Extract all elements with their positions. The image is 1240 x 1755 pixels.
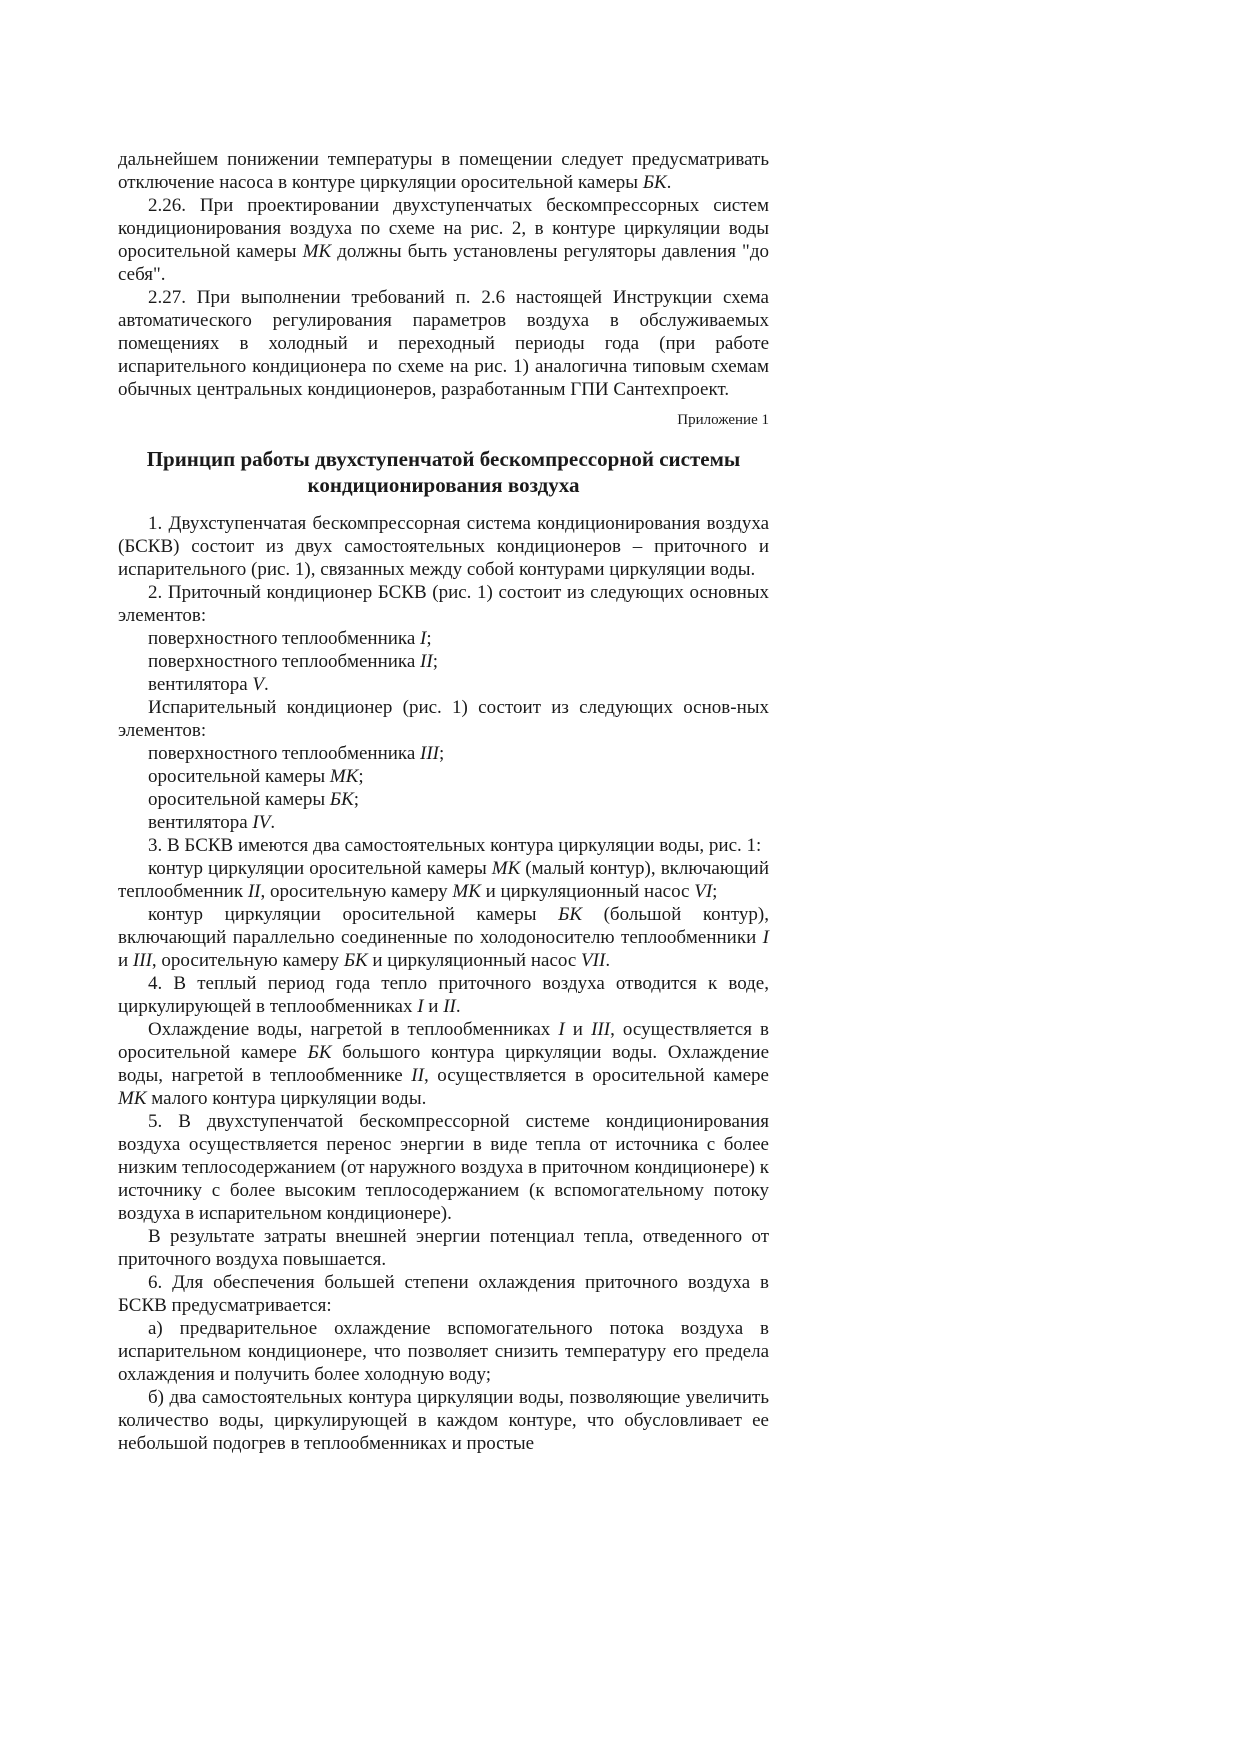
paragraph-continued: дальнейшем понижении температуры в помещении следует предусматривать отключение насоса в контуре циркуляции оросительной камеры БК. [118,149,769,193]
list-item: оросительной камеры МК; [148,766,364,787]
paragraph-2: 2. Приточный кондиционер БСКВ (рис. 1) состоит из следующих основных элементов: [118,582,769,626]
list-item: вентилятора IV. [148,812,276,833]
paragraph-2b: Испарительный кондиционер (рис. 1) состоит из следующих основ-ных элементов: [118,697,769,741]
paragraph-6b: б) два самостоятельных контура циркуляции воды, позволяющие увеличить количество воды, циркулирующей в каждом контуре, что обусловливает ее небольшой подогрев в теплообменниках и простые [118,1387,769,1454]
paragraph-3a: контур циркуляции оросительной камеры МК (малый контур), включающий теплообменник II, оросительную камеру МК и циркуляционный насос VI; [118,858,769,902]
paragraph-2-26: 2.26. При проектировании двухступенчатых бескомпрессорных систем кондиционирования воздуха по схеме на рис. 2, в контуре циркуляции воды оросительной камеры МК должны быть установлены регуляторы давления "до себя". [118,195,769,285]
list-item: оросительной камеры БК; [148,789,360,810]
paragraph-1: 1. Двухступенчатая бескомпрессорная система кондиционирования воздуха (БСКВ) состоит из двух самостоятельных кондиционеров – приточного и испарительного (рис. 1), связанных между собой контурами циркуляции воды. [118,513,769,580]
list-item: поверхностного теплообменника II; [148,651,438,672]
paragraph-3: 3. В БСКВ имеются два самостоятельных контура циркуляции воды, рис. 1: [148,835,762,856]
list-item: поверхностного теплообменника III; [148,743,445,764]
list-item: поверхностного теплообменника I; [148,628,432,649]
section-title: Принцип работы двухступенчатой бескомпрессорной системы кондиционирования воздуха [146,447,741,497]
paragraph-6a: а) предварительное охлаждение вспомогательного потока воздуха в испарительном кондиционере, что позволяет снизить температуру его предела охлаждения и получить более холодную воду; [118,1318,769,1385]
appendix-label: Приложение 1 [677,412,769,428]
page-content [118,148,769,1455]
paragraph-5: 5. В двухступенчатой бескомпрессорной системе кондиционирования воздуха осуществляется перенос энергии в виде тепла от источника с более низким теплосодержанием (от наружного воздуха в приточном кондиционере) к источнику с более высоким теплосодержанием (к вспомогательному потоку воздуха в испарительном кондиционере). [118,1111,769,1224]
paragraph-4: 4. В теплый период года тепло приточного воздуха отводится к воде, циркулирующей в теплообменниках I и II. [118,973,769,1017]
paragraph-5b: В результате затраты внешней энергии потенциал тепла, отведенного от приточного воздуха повышается. [118,1226,769,1270]
list-item: вентилятора V. [148,674,269,695]
paragraph-3b: контур циркуляции оросительной камеры БК (большой контур), включающий параллельно соединенные по холодоносителю теплообменники I и III, оросительную камеру БК и циркуляционный насос VII. [118,904,769,971]
paragraph-6: 6. Для обеспечения большей степени охлаждения приточного воздуха в БСКВ предусматривается: [118,1272,769,1316]
paragraph-4b: Охлаждение воды, нагретой в теплообменниках I и III, осуществляется в оросительной камере БК большого контура циркуляции воды. Охлаждение воды, нагретой в теплообменнике II, осуществляется в оросительной камере МК малого контура циркуляции воды. [118,1019,770,1109]
paragraph-2-27: 2.27. При выполнении требований п. 2.6 настоящей Инструкции схема автоматического регулирования параметров воздуха в обслуживаемых помещениях в холодный и переходный периоды года (при работе испарительного кондиционера по схеме на рис. 1) аналогична типовым схемам обычных центральных кондиционеров, разработанным ГПИ Сантехпроект. [118,287,769,400]
